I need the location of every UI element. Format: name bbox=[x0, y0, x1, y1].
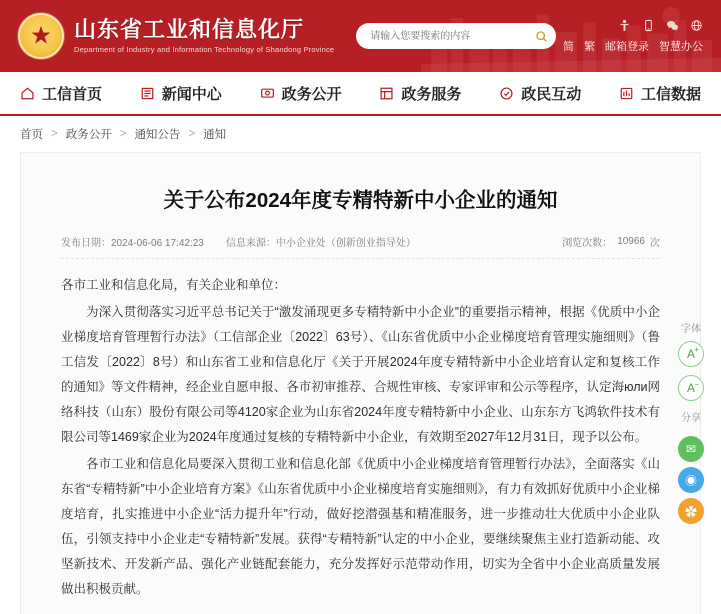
font-decrease-button[interactable]: A − bbox=[678, 375, 704, 401]
traditional-chinese-link[interactable]: 繁 bbox=[584, 40, 595, 53]
mobile-icon[interactable] bbox=[642, 19, 655, 32]
views-unit: 次 bbox=[650, 237, 660, 249]
header-links bbox=[563, 38, 703, 54]
data-icon bbox=[619, 86, 634, 101]
view-count bbox=[562, 234, 660, 249]
service-icon bbox=[379, 86, 394, 101]
breadcrumb-item-openness[interactable]: 政务公开 bbox=[65, 129, 112, 141]
breadcrumb-item-home[interactable]: 首页 bbox=[20, 129, 43, 141]
breadcrumb-item-current: 通知 bbox=[203, 129, 227, 141]
news-icon bbox=[140, 86, 155, 101]
share-buttons bbox=[678, 436, 704, 524]
nav-item-service[interactable] bbox=[373, 72, 467, 114]
page-title: 关于公布2024年度专精特新中小企业的通知 bbox=[163, 189, 558, 212]
accessibility-icon[interactable] bbox=[618, 19, 631, 32]
publish-date-label: 发布日期： bbox=[61, 237, 111, 249]
breadcrumb-separator: > bbox=[51, 128, 58, 140]
nav-item-interaction-label: 政民互动 bbox=[521, 85, 582, 103]
nav-item-interaction[interactable] bbox=[493, 72, 587, 114]
site-title-en: Department of Industry and Information Technology of Shandong Province bbox=[74, 45, 335, 55]
breadcrumb bbox=[0, 116, 721, 152]
nav-item-data-label: 工信数据 bbox=[640, 85, 701, 103]
article-paragraph: 各市工业和信息化局，有关企业和单位： bbox=[61, 277, 287, 292]
article-paragraph: 为深入贯彻落实习近平总书记关于“激发涌现更多专精特新中小企业”的重要指示精神，根据《优质中小企业梯度培育管理暂行办法》（工信部企业〔2022〕63号）、《山东省优质中小企业梯度培育管理实施细则》（鲁工信发〔2022〕8号）和山东省工业和信息化厅《关于开展2024年度专精特新中小企业培育认定和复核工作的通知》等文件精神，经企业自愿申报、各市初审推荐、合规性审核、专家评审和公示等程序，认定海юли网络科技（山东）股份有限公司等4120家企业为山东省2024年度专精特新中小企业、山东东方飞鸿软件技术有限公司等1469家企业为2024年度通过复核的专精特新中小企业，有效期至2027年12月31日，现予以公布。 bbox=[61, 304, 660, 444]
header-right-tools bbox=[563, 19, 707, 54]
mail-login-link[interactable]: 邮箱登录 bbox=[605, 40, 649, 53]
breadcrumb-separator: > bbox=[119, 128, 127, 140]
search-input[interactable] bbox=[368, 30, 535, 43]
main-navigation bbox=[0, 72, 721, 116]
font-increase-button[interactable]: A + bbox=[678, 341, 704, 367]
views-count: 10966 bbox=[617, 235, 645, 247]
article-side-tools bbox=[669, 320, 713, 524]
article-paragraph: 各市工业和信息化局要深入贯彻工业和信息化部《优质中小企业梯度培育管理暂行办法》，全面落实《山东省“专精特新”中小企业培育方案》《山东省优质中小企业梯度培育实施细则》，有力有效抓好优质中小企业梯度培育，扎实推进中小企业“活力提升年”行动，做好挖潜强基和精准服务，进一步推动壮大优质中小企业队伍，引领支持中小企业走“专精特新”发展。获得“专精特新”认定的中小企业，要继续聚焦主业打造新动能、攻坚新技术、开发新产品、强化产业链配套能力，充分发挥好示范带动作用，切实为全省中小企业高质量发展做出积极贡献。 bbox=[61, 456, 660, 596]
article-body bbox=[61, 273, 660, 602]
search-box[interactable] bbox=[356, 23, 556, 49]
nav-item-openness-label: 政务公开 bbox=[281, 85, 342, 103]
breadcrumb-separator: > bbox=[188, 128, 196, 140]
source-label: 信息来源： bbox=[225, 237, 276, 249]
wechat-icon[interactable] bbox=[666, 19, 679, 32]
simplified-chinese-link[interactable]: 简 bbox=[563, 40, 574, 53]
openness-icon bbox=[260, 86, 275, 101]
breadcrumb-item-announcements[interactable]: 通知公告 bbox=[134, 129, 181, 141]
content-area bbox=[0, 152, 721, 614]
article-meta bbox=[61, 234, 660, 259]
site-title bbox=[74, 18, 334, 54]
interaction-icon bbox=[499, 86, 514, 101]
home-icon bbox=[20, 86, 35, 101]
nav-item-openness[interactable] bbox=[254, 72, 348, 114]
nav-item-news[interactable] bbox=[134, 72, 228, 114]
globe-icon[interactable] bbox=[690, 19, 703, 32]
nav-item-news-label: 新闻中心 bbox=[161, 85, 222, 103]
nav-item-service-label: 政务服务 bbox=[401, 85, 462, 103]
share-wechat-icon[interactable]: ✉ bbox=[678, 436, 704, 462]
publish-date-value: 2024-06-06 17:42:23 bbox=[111, 237, 204, 249]
header-utility-icons bbox=[618, 19, 703, 32]
font-size-label: 字体 bbox=[681, 324, 701, 335]
share-weibo-icon[interactable]: ✿ bbox=[678, 498, 704, 524]
smart-office-link[interactable]: 智慧办公 bbox=[659, 40, 703, 53]
search-icon[interactable] bbox=[535, 30, 548, 43]
site-title-cn: 山东省工业和信息化厅 bbox=[74, 16, 305, 42]
views-label: 浏览次数： bbox=[562, 237, 613, 249]
national-emblem-icon bbox=[18, 13, 64, 59]
emblem-star: ★ bbox=[31, 25, 51, 47]
nav-item-home[interactable] bbox=[14, 72, 108, 114]
site-header bbox=[0, 0, 721, 72]
article-card bbox=[20, 152, 701, 614]
publish-date bbox=[61, 234, 204, 249]
article-source bbox=[226, 234, 416, 249]
nav-item-home-label: 工信首页 bbox=[42, 85, 103, 103]
share-label: 分享 bbox=[681, 413, 701, 424]
source-value: 中小企业处（创新创业指导处） bbox=[275, 237, 416, 249]
share-qq-icon[interactable]: ◉ bbox=[678, 467, 704, 493]
nav-item-data[interactable] bbox=[613, 72, 707, 114]
